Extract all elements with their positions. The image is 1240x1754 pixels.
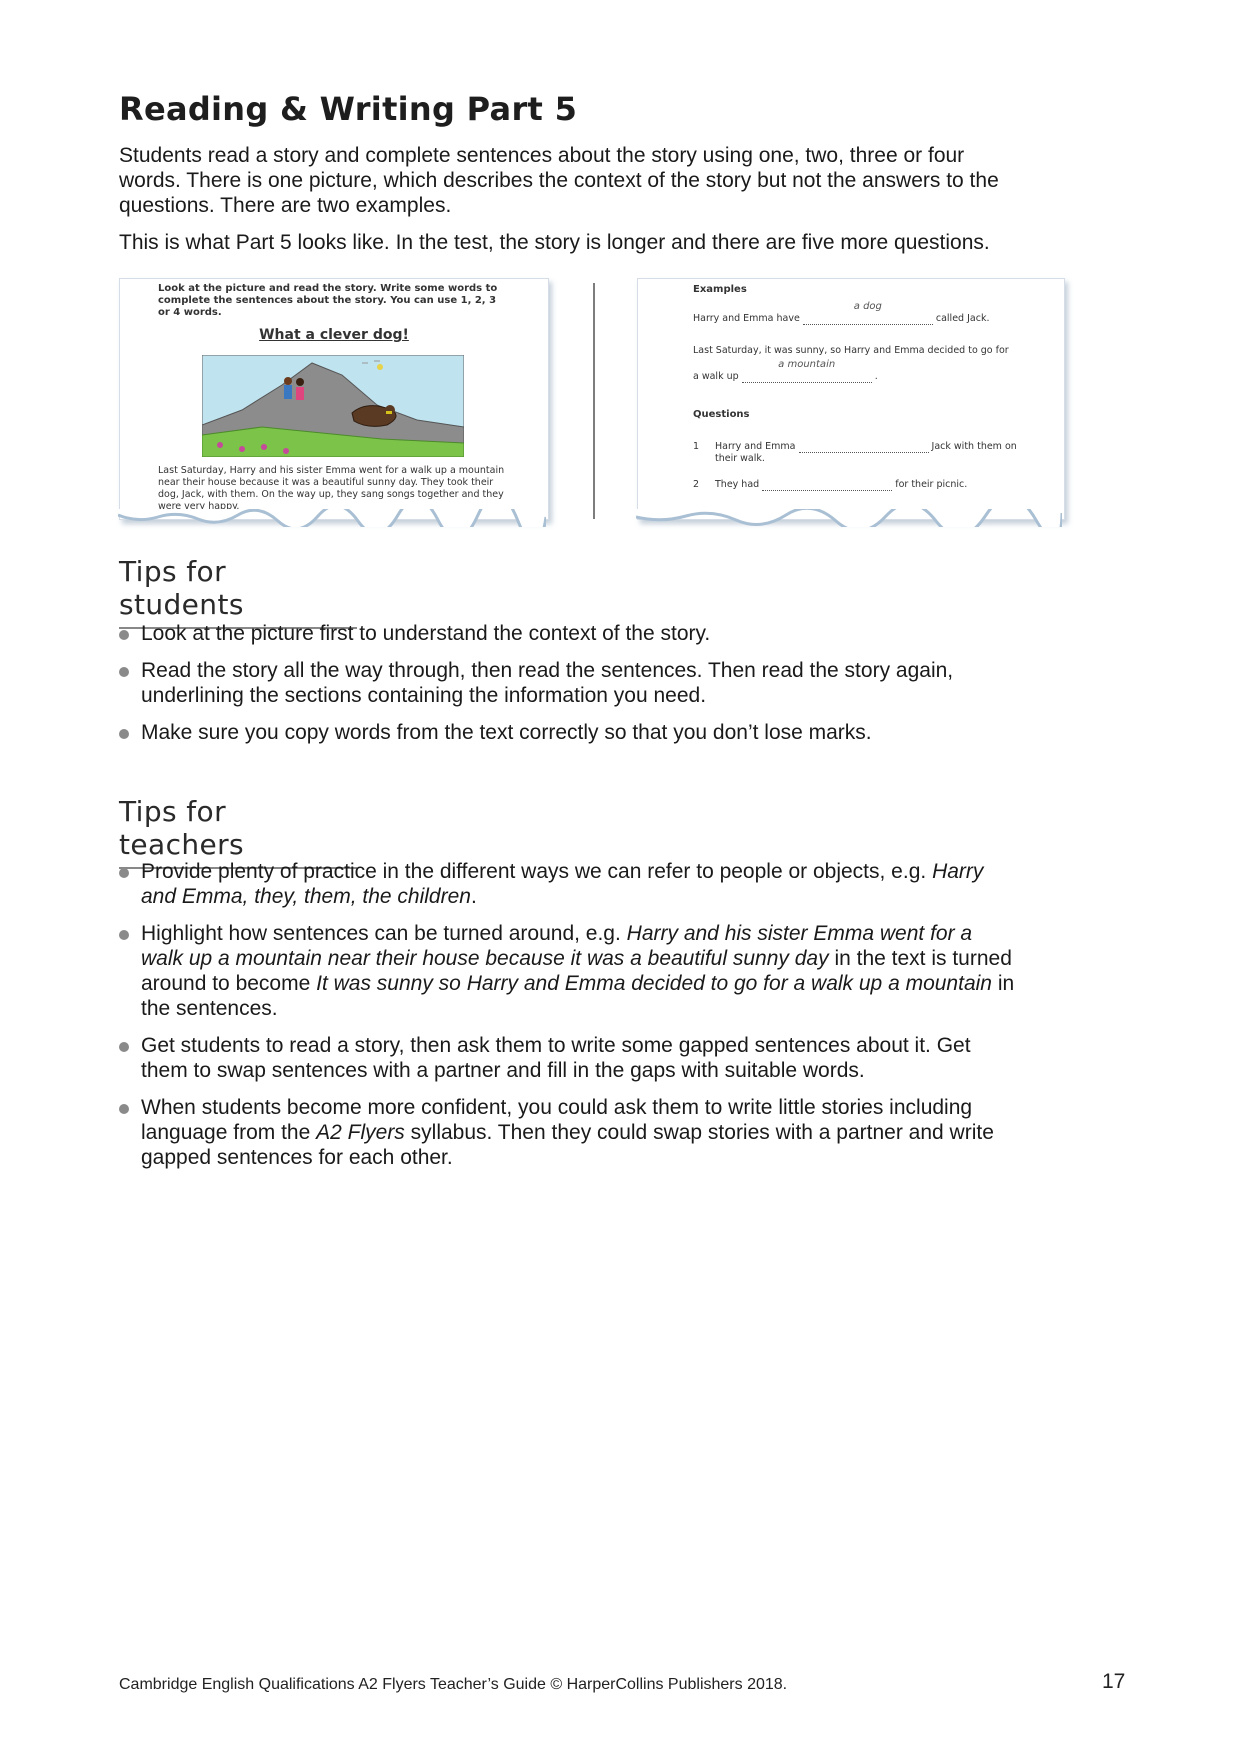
example-1-answer: a dog: [853, 301, 882, 312]
list-item: When students become more confident, you could ask them to write little stories including language from the A2 Flyers syllabus. Then they could swap stories with a partner and write gapped sentences for each other.: [119, 1095, 1019, 1170]
sample-story-title: What a clever dog!: [259, 327, 409, 343]
example-1: Harry and Emma have a dog called Jack.: [693, 301, 990, 324]
footer-copyright: Cambridge English Qualifications A2 Flyers Teacher’s Guide © HarperCollins Publishers 2018.: [119, 1676, 788, 1693]
intro-paragraph-2: This is what Part 5 looks like. In the test, the story is longer and there are five more questions.: [119, 231, 990, 254]
bullet-icon: [119, 868, 129, 878]
torn-edge: [118, 509, 546, 527]
example-2-line-2: a walk up a mountain .: [693, 359, 878, 382]
teachers-tips-heading: Tips for teachers: [119, 795, 357, 869]
example-2-line-1: Last Saturday, it was sunny, so Harry and Emma decided to go for: [693, 345, 1009, 356]
example-2-answer: a mountain: [778, 359, 836, 370]
bullet-icon: [119, 630, 129, 640]
intro-paragraph: Students read a story and complete sentences about the story using one, two, three or four words. There is one picture, which describes the context of the story but not the answers to the questions. There are two examples.: [119, 144, 999, 217]
questions-heading: Questions: [693, 409, 750, 420]
page-number: 17: [1102, 1670, 1126, 1693]
students-tips-list: [119, 621, 1019, 757]
page-title: Reading & Writing Part 5: [119, 90, 578, 128]
sample-story-sheet: [119, 278, 549, 520]
students-tips-heading: Tips for students: [119, 555, 357, 629]
bullet-icon: [119, 729, 129, 739]
question-1-line-2: their walk.: [715, 453, 765, 464]
bullet-icon: [119, 667, 129, 677]
list-item: Read the story all the way through, then read the sentences. Then read the story again, underlining the sections containing the information you need.: [119, 658, 1019, 708]
bullet-icon: [119, 930, 129, 940]
list-item: Highlight how sentences can be turned around, e.g. Harry and his sister Emma went for a walk up a mountain near their house because it was a beautiful sunny day in the text is turned around to become It was sunny so Harry and Emma decided to go for a walk up a mountain in the sentences.: [119, 921, 1019, 1021]
question-1: 1 Harry and Emma Jack with them on: [693, 441, 1017, 452]
list-item: Make sure you copy words from the text correctly so that you don’t lose marks.: [119, 720, 1019, 745]
story-illustration: [202, 355, 464, 457]
examples-heading: Examples: [693, 284, 747, 295]
sample-instruction: Look at the picture and read the story. Write some words to complete the sentences about the story. You can use 1, 2, 3 or 4 words.: [158, 283, 498, 318]
sample-questions-sheet: [637, 278, 1065, 520]
bullet-icon: [119, 1104, 129, 1114]
teachers-tips-list: [119, 859, 1019, 1182]
question-2: 2 They had for their picnic.: [693, 479, 968, 490]
sheet-divider: [593, 283, 595, 519]
list-item: Provide plenty of practice in the different ways we can refer to people or objects, e.g. Harry and Emma, they, them, the children.: [119, 859, 1019, 909]
torn-edge: [636, 509, 1062, 527]
bullet-icon: [119, 1042, 129, 1052]
list-item: Look at the picture first to understand the context of the story.: [119, 621, 1019, 646]
sample-story-text: Last Saturday, Harry and his sister Emma went for a walk up a mountain near their house because it was a beautiful sunny day. They took their dog, Jack, with them. On the way up, they sang songs together and they were very happy.: [158, 465, 505, 512]
list-item: Get students to read a story, then ask them to write some gapped sentences about it. Get them to swap sentences with a partner and fill in the gaps with suitable words.: [119, 1033, 1019, 1083]
